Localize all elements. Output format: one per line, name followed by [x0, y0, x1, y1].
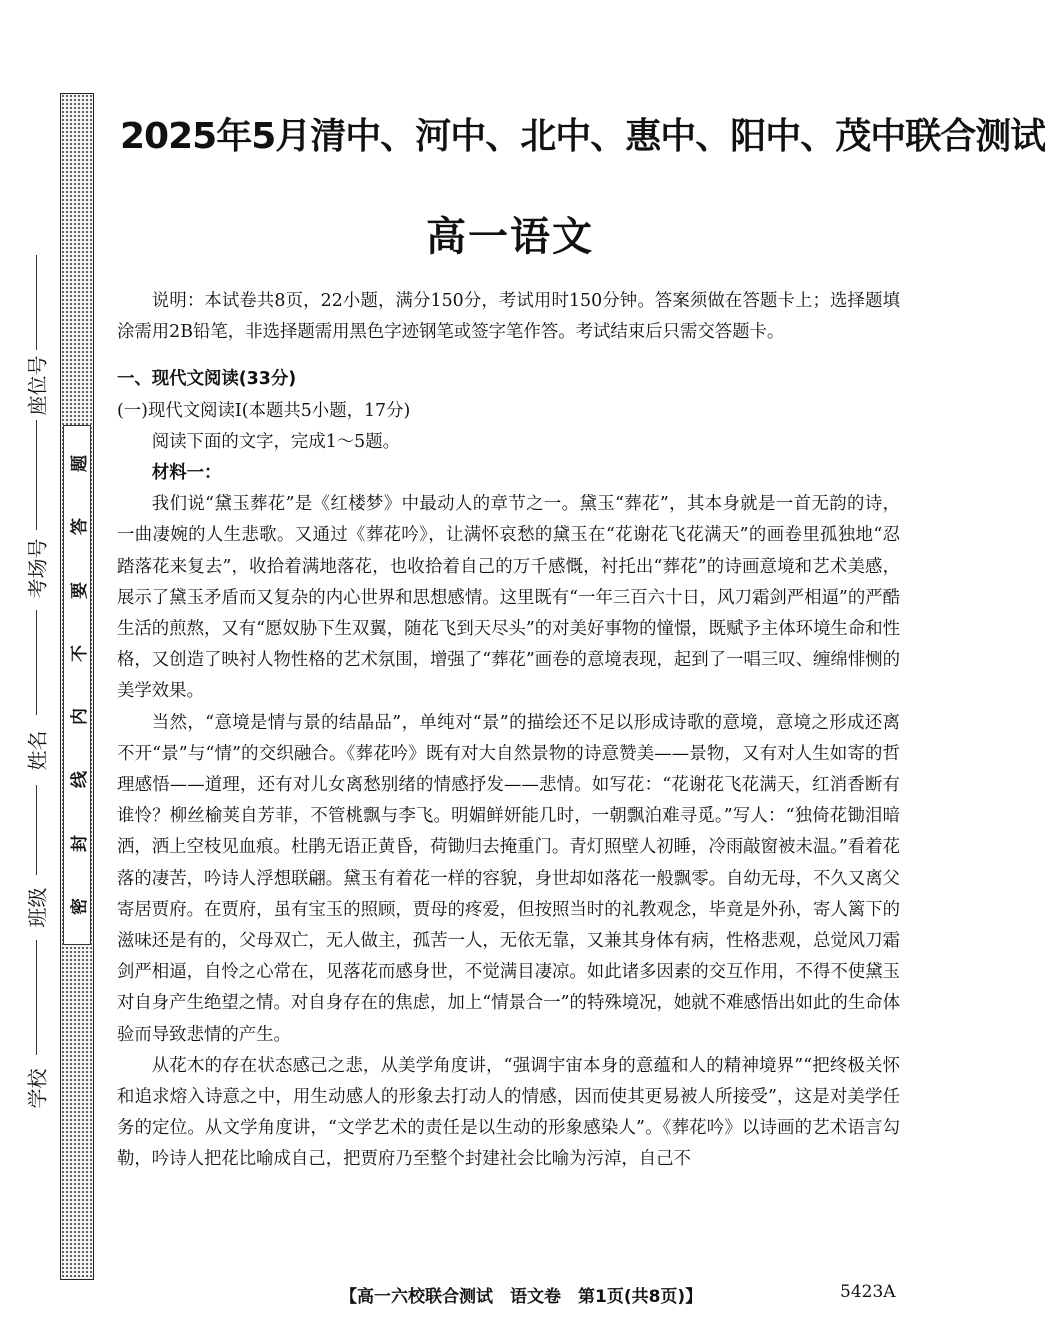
seal-char: 内: [69, 708, 90, 726]
exam-content: [117, 286, 900, 1176]
page-footer: 【高一六校联合测试 语文卷 第1页(共8页)】: [340, 1287, 703, 1307]
name-label: 姓名: [25, 730, 50, 770]
material-label: 材料一：: [151, 463, 222, 484]
seal-char: 题: [69, 455, 90, 473]
exam-room-label: 考场号: [25, 538, 50, 598]
passage-paragraph: 当然，“意境是情与景的结晶品”，单纯对“景”的描绘还不足以形成诗歌的意境，意境之形成还离不开“景”与“情”的交织融合。《葬花吟》既有对大自然景物的诗意赞美——景物，又有对人生如寄的哲理感悟——道理，还有对儿女离愁别绪的情感抒发——悲情。如写花：“花谢花飞花满天，红消香断有谁怜？柳丝榆荚自芳菲，不管桃飘与李飞。明媚鲜妍能几时，一朝飘泊难寻觅。”写人：“独倚花锄泪暗洒，洒上空枝见血痕。杜鹃无语正黄昏，荷锄归去掩重门。青灯照壁人初睡，冷雨敲窗被未温。”看着花落的凄苦，吟诗人浮想联翩。黛玉有着花一样的容貌，身世却如落花一般飘零。自幼无母，不久又离父寄居贾府。在贾府，虽有宝玉的照顾，贾母的疼爱，但按照当时的礼教观念，毕竟是外孙，寄人篱下的滋味还是有的，父母双亡，无人做主，孤苦一人，无依无靠，又兼其身体有病，性格悲观，总觉风刀霜剑严相逼，自怜之心常在，见落花而感身世，不觉满目凄凉。如此诸多因素的交互作用，不得不使黛玉对自身产生绝望之情。对自身存在的焦虑，加上“情景合一”的特殊境况，她就不难感悟出如此的生命体验而导致悲情的产生。: [117, 712, 900, 1045]
instructions: 说明：本试卷共8页，22小题，满分150分，考试用时150分钟。答案须做在答题卡上；选择题填涂需用2B铅笔，非选择题需用黑色字迹钢笔或签字笔作答。考试结束后只需交答题卡。: [117, 291, 900, 343]
seal-char: 要: [69, 581, 90, 599]
subject-title: 高一语文: [426, 214, 594, 260]
paper-code: 5423A: [840, 1282, 896, 1302]
school-label: 学校: [25, 1068, 50, 1108]
seat-number-field[interactable]: [18, 255, 48, 420]
seal-char: 线: [69, 771, 90, 789]
exam-title: 2025年5月清中、河中、北中、惠中、阳中、茂中联合测试: [120, 116, 1045, 157]
seal-notice: [63, 425, 91, 945]
class-field[interactable]: [18, 785, 48, 940]
name-field[interactable]: [18, 610, 48, 785]
class-label: 班级: [25, 887, 50, 927]
school-field[interactable]: [18, 940, 48, 1120]
directive: 阅读下面的文字，完成1～5题。: [151, 431, 401, 452]
section-subheading: (一)现代文阅读Ⅰ(本题共5小题，17分): [117, 400, 411, 421]
seat-number-label: 座位号: [25, 355, 50, 415]
seal-char: 封: [69, 834, 90, 852]
seal-char: 不: [69, 644, 90, 662]
passage-paragraph: 我们说“黛玉葬花”是《红楼梦》中最动人的章节之一。黛玉“葬花”，其本身就是一首无韵的诗，一曲凄婉的人生悲歌。又通过《葬花吟》，让满怀哀愁的黛玉在“花谢花飞花满天”的画卷里孤独地“忍踏落花来复去”，收拾着满地落花，也收拾着自己的万千感慨，衬托出“葬花”的诗画意境和艺术美感，展示了黛玉矛盾而又复杂的内心世界和思想感情。这里既有“一年三百六十日，风刀霜剑严相逼”的严酷生活的煎熬，又有“愿奴胁下生双翼，随花飞到天尽头”的对美好事物的憧憬，既赋予主体环境生命和性格，又创造了映衬人物性格的艺术氛围，增强了“葬花”画卷的意境表现，起到了一唱三叹、缠绵悱恻的美学效果。: [117, 494, 900, 702]
section-heading: 一、现代文阅读(33分): [117, 369, 297, 390]
exam-room-field[interactable]: [18, 420, 48, 610]
seal-char: 密: [69, 897, 90, 915]
passage-paragraph: 从花木的存在状态感己之悲，从美学角度讲，“强调宇宙本身的意蕴和人的精神境界”“把终极关怀和追求熔入诗意之中，用生动感人的形象去打动人的情感，因而使其更易被人所接受”，这是对美学任务的定位。从文学角度讲，“文学艺术的责任是以生动的形象感染人”。《葬花吟》以诗画的艺术语言勾勒，吟诗人把花比喻成自己，把贾府乃至整个封建社会比喻为污淖，自己不: [117, 1055, 900, 1170]
seal-char: 答: [69, 518, 90, 536]
